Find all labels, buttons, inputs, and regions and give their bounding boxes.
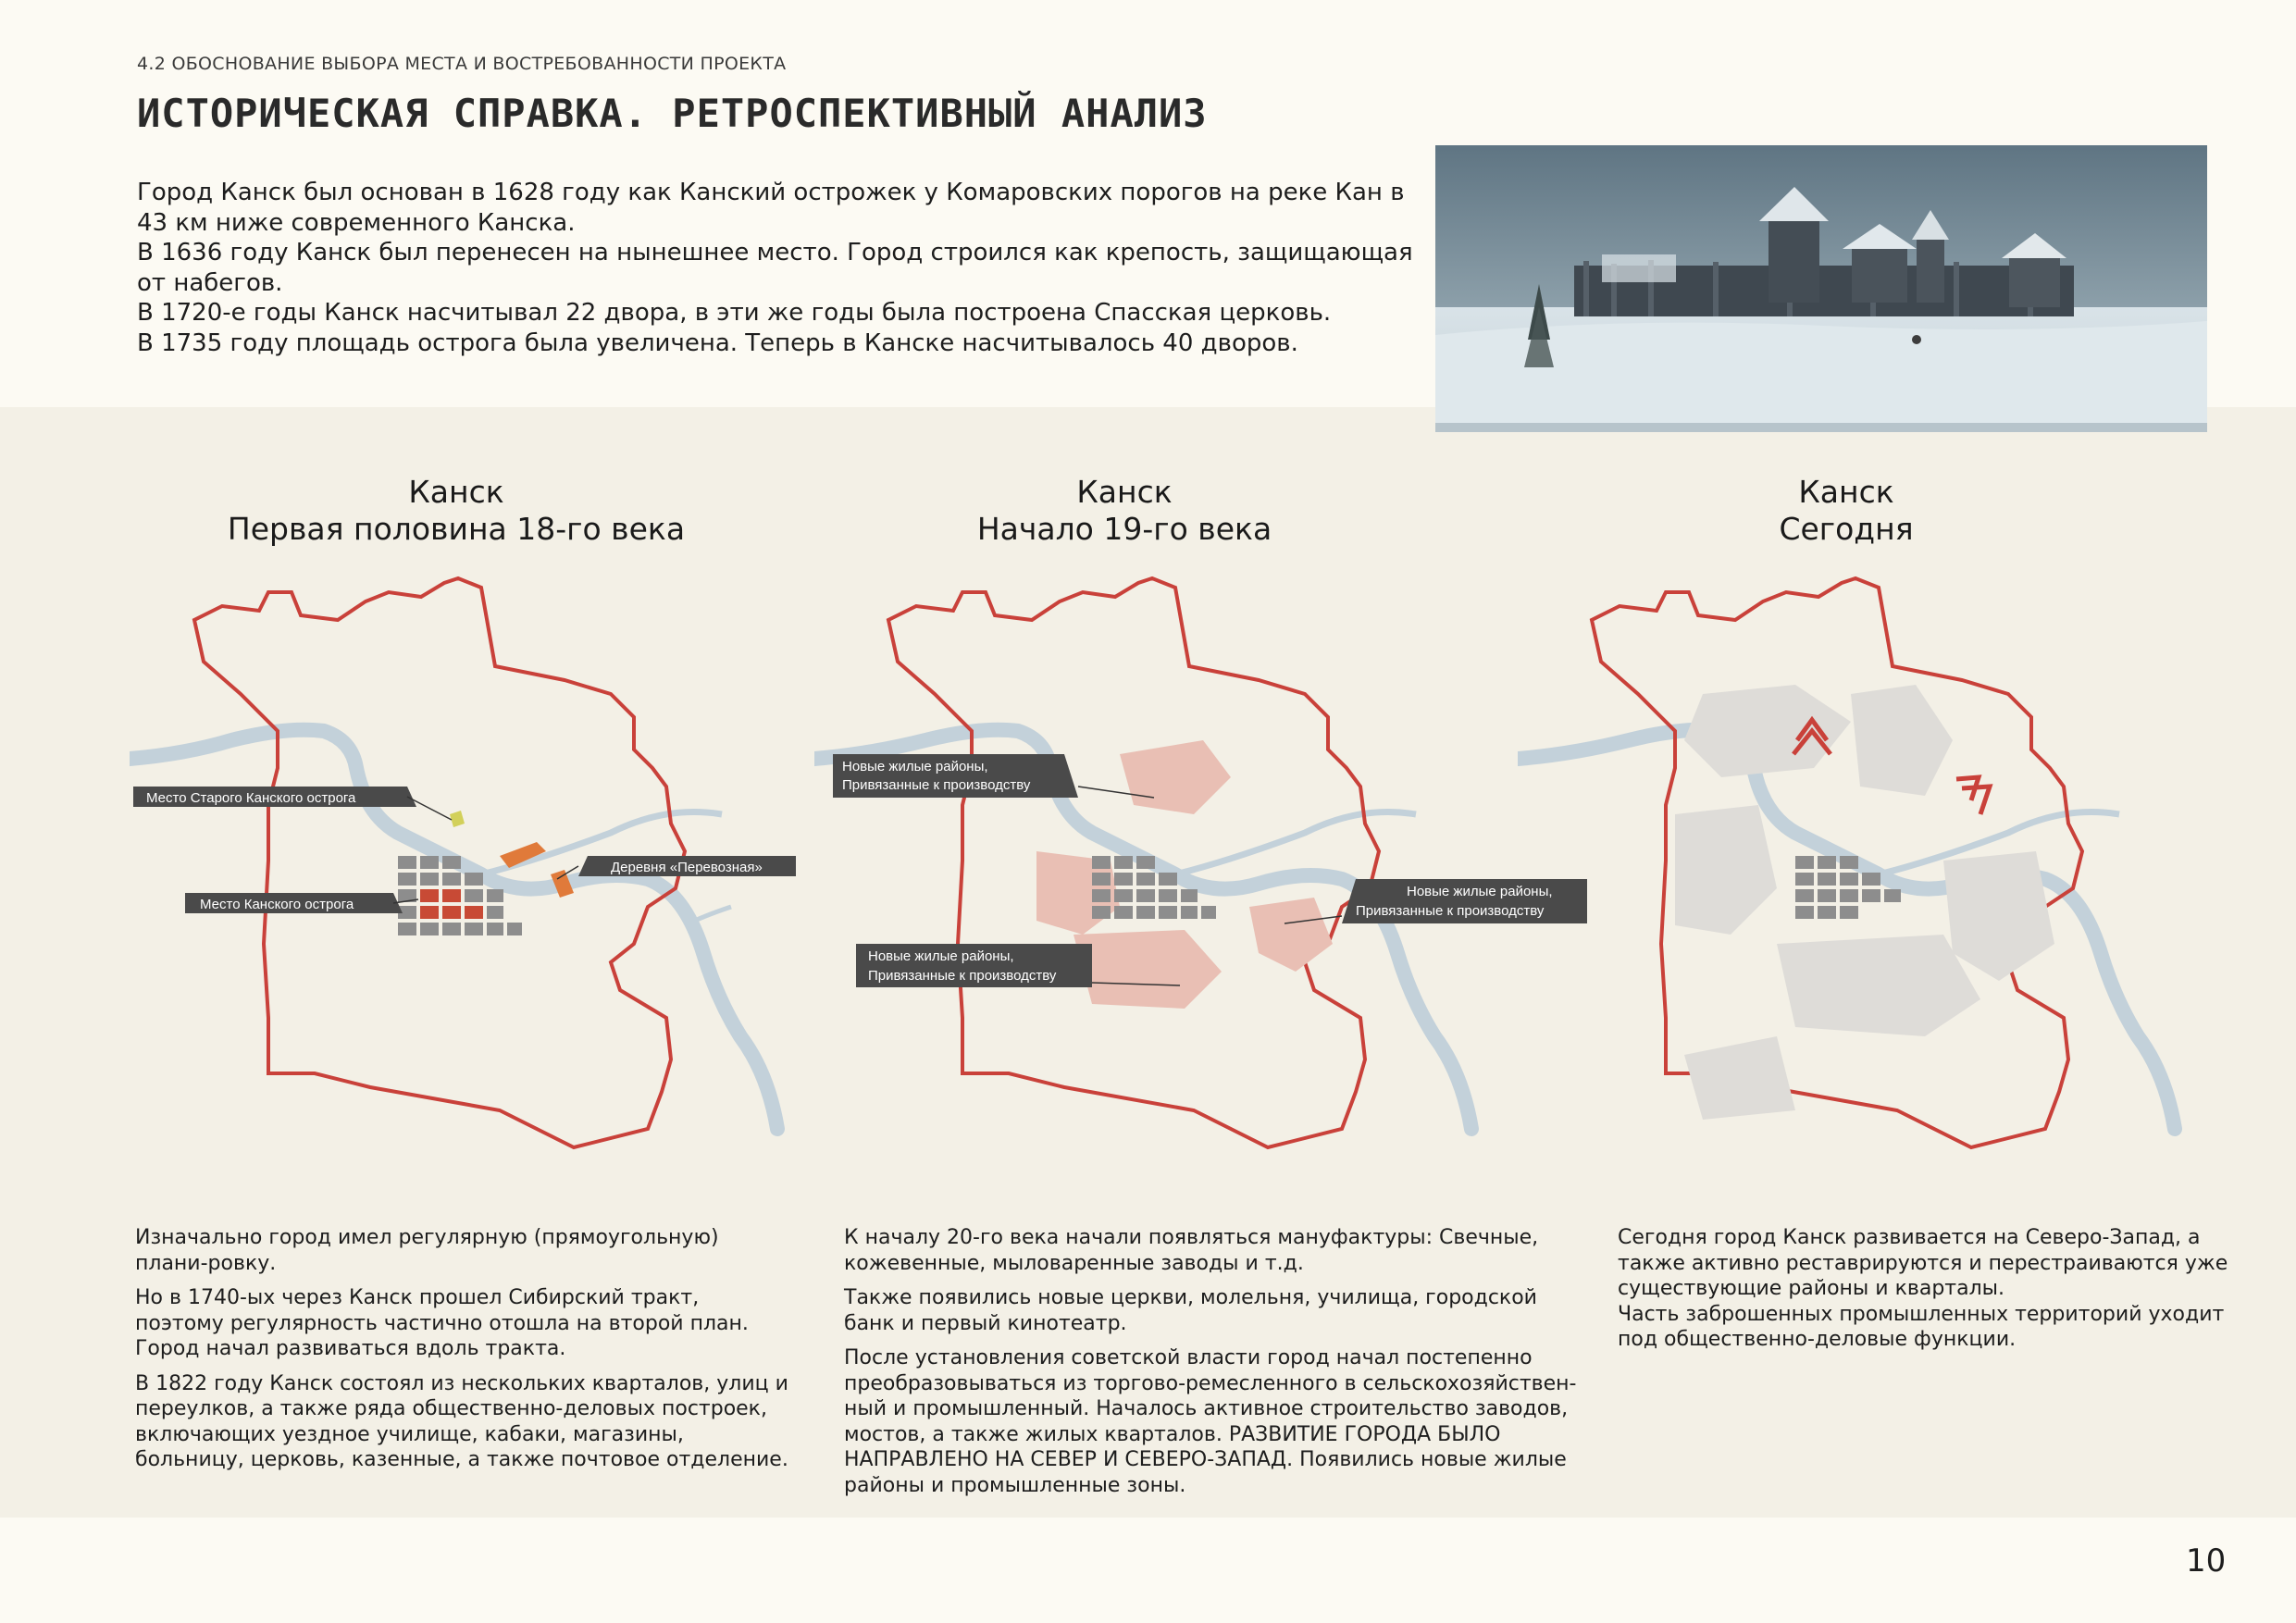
map1-title bbox=[206, 474, 706, 548]
description-paragraph: Также появились новые церкви, молельня, училища, городской банк и первый кинотеатр. bbox=[844, 1286, 1537, 1335]
callout-label: Привязанные к производству bbox=[868, 968, 1057, 984]
description-paragraph: К началу 20-го века начали появляться мануфактуры: Свечные, кожевенные, мыловаренные заводы и т.д. bbox=[844, 1226, 1539, 1275]
map3-title-line1: Канск bbox=[1798, 474, 1894, 510]
page-title: ИСТОРИЧЕСКАЯ СПРАВКА. РЕТРОСПЕКТИВНЫЙ АНАЛИЗ bbox=[137, 91, 1208, 136]
callout bbox=[185, 893, 418, 913]
map1-title-line2: Первая половина 18-го века bbox=[227, 511, 686, 547]
description-paragraph: Но в 1740-ых через Канск прошел Сибирский тракт, поэтому регулярность частично отошла на второй план. Город начал развиваться вдоль тракта. bbox=[135, 1286, 749, 1360]
description-paragraph: Изначально город имел регулярную (прямоугольную) плани-ровку. bbox=[135, 1226, 719, 1275]
intro-paragraph: В 1720-е годы Канск насчитывал 22 двора, в эти же годы была построена Спасская церковь. bbox=[137, 299, 1332, 327]
intro-paragraph: Город Канск был основан в 1628 году как Канский острожек у Комаровских порогов на реке Кан в 43 км ниже современного Канска. bbox=[137, 179, 1405, 237]
callout-label: Привязанные к производству bbox=[1356, 903, 1545, 919]
callout-label: Место Канского острога bbox=[200, 897, 354, 912]
intro-text bbox=[137, 178, 1414, 358]
city-boundary bbox=[888, 578, 1379, 1147]
city-blocks bbox=[1795, 856, 1901, 919]
description-paragraph: Часть заброшенных промышленных территорий уходит под общественно-деловые функции. bbox=[1618, 1302, 2225, 1351]
intro-paragraph: В 1735 году площадь острога была увеличена. Теперь в Канске насчитывалось 40 дворов. bbox=[137, 328, 1298, 357]
callout-label: Деревня «Перевозная» bbox=[611, 860, 763, 875]
map1-title-line1: Канск bbox=[408, 474, 504, 510]
description-paragraph: Сегодня город Канск развивается на Северо-Запад, а также активно реставрируются и перестраиваются уже существующие районы и кварталы. bbox=[1618, 1226, 2228, 1300]
map2 bbox=[814, 555, 1610, 1203]
callout bbox=[557, 856, 796, 879]
map2-title-line1: Канск bbox=[1076, 474, 1173, 510]
map3-title-line2: Сегодня bbox=[1779, 511, 1914, 547]
map2-title bbox=[884, 474, 1365, 548]
map3-description bbox=[1618, 1225, 2228, 1362]
growth-arrow bbox=[1956, 777, 1990, 814]
old-fort-site bbox=[450, 811, 465, 827]
intro-paragraph: В 1636 году Канск был перенесен на нынешнее место. Город строился как крепость, защищающая от набегов. bbox=[137, 239, 1413, 297]
callout-label: Новые жилые районы, bbox=[1407, 884, 1553, 899]
historical-painting bbox=[1435, 145, 2207, 432]
section-label: 4.2 ОБОСНОВАНИЕ ВЫБОРА МЕСТА И ВОСТРЕБОВАННОСТИ ПРОЕКТА bbox=[137, 54, 787, 74]
description-paragraph: После установления советской власти город начал постепенно преобразовываться из торгово-ремесленного в сельскохозяйствен-ный и промышленный. Началось активное строительство заводов, мостов, а также жилых кварталов. РАЗВИТИЕ ГОРОДА БЫЛО НАПРАВЛЕНО НА СЕВЕР И СЕВЕРО-ЗАПАД. Появились новые жилые районы и промышленные зоны. bbox=[844, 1346, 1577, 1497]
callout bbox=[133, 787, 452, 820]
description-paragraph: В 1822 году Канск состоял из нескольких кварталов, улиц и переулков, а также ряда общественно-деловых построек, включающих уездное училище, кабаки, магазины, больницу, церковь, казенные, а также почтовое отделение. bbox=[135, 1371, 788, 1471]
page-number: 10 bbox=[2186, 1542, 2227, 1580]
map3 bbox=[1518, 555, 2221, 1203]
map2-description bbox=[844, 1225, 1584, 1507]
callout-label: Привязанные к производству bbox=[842, 777, 1031, 793]
callout-label: Новые жилые районы, bbox=[842, 759, 988, 774]
callout-label: Место Старого Канского острога bbox=[146, 790, 356, 806]
callout bbox=[833, 754, 1154, 798]
river bbox=[1518, 730, 2175, 1129]
map2-title-line2: Начало 19-го века bbox=[976, 511, 1272, 547]
map1 bbox=[130, 555, 796, 1203]
callout-label: Новые жилые районы, bbox=[868, 948, 1014, 964]
map3-title bbox=[1638, 474, 2054, 548]
map1-description bbox=[135, 1225, 792, 1482]
